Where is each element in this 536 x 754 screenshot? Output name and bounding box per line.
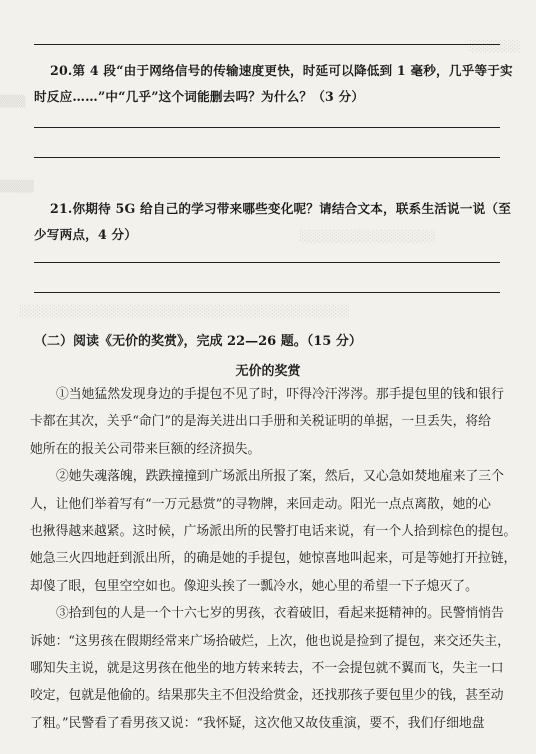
- passage-line: 了粗。”民警看了看男孩又说：“我怀疑，这次他又故伎重演，要不，我们仔细地盘: [30, 715, 485, 731]
- bleed-through-text: ▒▒▒: [0, 95, 26, 108]
- section-heading: （二）阅读《无价的奖赏》，完成 22—26 题。（15 分）: [34, 334, 362, 349]
- passage-line: ③拾到包的人是一个十六七岁的男孩，衣着破旧，看起来挺精神的。民警悄悄告: [56, 606, 504, 622]
- question-21-line-1: 21.你期待 5G 给自己的学习带来哪些变化呢？请结合文本，联系生活说一说（至: [50, 201, 511, 216]
- bleed-through-text: ▒▒▒▒: [0, 180, 34, 193]
- bleed-through-text: ░░░░░░: [470, 40, 521, 53]
- bleed-through-text: ░░░░░░░░░░░░░░░░: [300, 230, 436, 243]
- question-20-line-1: 20.第 4 段“由于网络信号的传输速度更快，时延可以降低到 1 毫秒，几乎等于实: [50, 63, 513, 78]
- passage-line: ②她失魂落魄，跌跌撞撞到广场派出所报了案，然后，又心急如焚地雇来了三个: [56, 469, 504, 485]
- question-21-line-2: 少写两点，4 分）: [34, 227, 138, 242]
- answer-line: [34, 127, 500, 128]
- passage-line: 人，让他们举着写有“一万元悬赏”的寻物牌，来回走动。阳光一点点离散，她的心: [30, 496, 491, 512]
- answer-line: [34, 262, 500, 263]
- passage-line: 诉她：“这男孩在假期经常来广场拾破烂，上次，他也说是捡到了提包，来交还失主，: [30, 633, 511, 649]
- question-20-line-2: 时反应……”中“几乎”这个词能删去吗？为什么？（3 分）: [34, 89, 365, 104]
- answer-line: [34, 44, 500, 45]
- passage-line: 卡都在其次，关乎“命门”的是海关进出口手册和关税证明的单据，一旦丢失，将给: [30, 414, 491, 430]
- passage-line: 却傻了眼，包里空空如也。像迎头挨了一瓢冷水，她心里的希望一下子熄灭了。: [30, 578, 478, 594]
- answer-line: [34, 292, 500, 293]
- passage-title: 无价的奖赏: [235, 364, 301, 379]
- passage-body: [30, 381, 517, 737]
- passage-line: 也揪得越来越紧。这时候，广场派出所的民警打电话来说，有一个人拾到棕色的提包。: [30, 524, 517, 540]
- passage-line: ①当她猛然发现身边的手提包不见了时，吓得冷汗涔涔。那手提包里的钱和银行: [56, 387, 504, 402]
- passage-line: 咬定，包就是他偷的。结果那失主不但没给赏金，还找那孩子要包里少的钱，甚至动: [30, 688, 504, 704]
- bleed-through-text: ░░░░░░░░░░░░░░░░░░░░░░░░░░░░░░░░░░░░░░░: [20, 305, 350, 318]
- passage-line: 她所在的报关公司带来巨额的经济损失。: [30, 441, 261, 457]
- passage-line: 她急三火四地赶到派出所，的确是她的手提包，她惊喜地叫起来，可是等她打开拉链，: [30, 551, 517, 567]
- passage-line: 哪知失主说，就是这男孩在他坐的地方转来转去，不一会提包就不翼而飞，失主一口: [30, 661, 504, 677]
- answer-line: [34, 157, 500, 158]
